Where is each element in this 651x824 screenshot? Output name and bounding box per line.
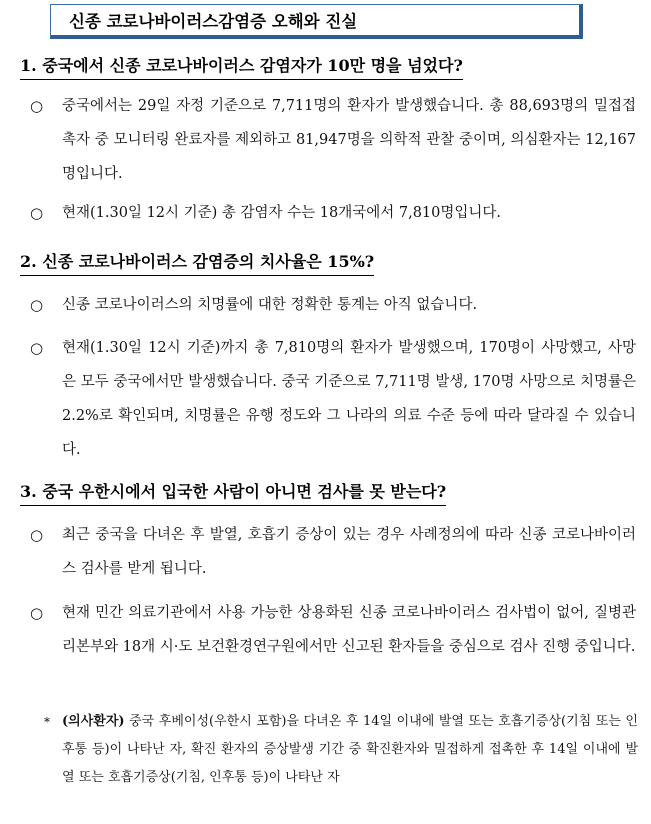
footnote-body: 중국 후베이성(우한시 포함)을 다녀온 후 14일 이내에 발열 또는 호흡기증상(기침 또는 인후통 등)이 나타난 자, 확진 환자의 증상발생 기간 중 확진환자와 밀접하게 접촉한 후 14일 이내에 발열 또는 호흡기증상(기침, 인후통 등)이 나타난 자 xyxy=(62,714,638,785)
section-3-item-1 xyxy=(30,518,636,586)
bullet-icon: ○ xyxy=(30,604,44,622)
item-text: 현재(1.30일 12시 기준)까지 총 7,810명의 환자가 발생했으며, 170명이 사망했고, 사망은 모두 중국에서만 발생했습니다. 중국 기준으로 7,711명 발생, 170명 사망으로 치명률은 2.2%로 확인되며, 치명률은 유행 정도와 그 나라의 의료 수준 등에 따라 달라질 수 있습니다. xyxy=(62,340,636,458)
bullet-icon: ○ xyxy=(30,296,44,314)
section-3-item-2 xyxy=(30,596,636,664)
page-title: 신종 코로나바이러스감염증 오해와 진실 xyxy=(69,12,358,31)
item-text: 신종 코로나이러스의 치명률에 대한 정확한 통계는 아직 없습니다. xyxy=(62,297,478,313)
bullet-icon: ○ xyxy=(30,526,44,544)
footnote-label: (의사환자) xyxy=(62,714,125,729)
footnote-text xyxy=(62,708,638,792)
section-1-item-1 xyxy=(30,89,636,191)
asterisk: * xyxy=(44,715,50,729)
bullet-icon: ○ xyxy=(30,204,44,222)
section-3-heading: 3. 중국 우한시에서 입국한 사람이 아니면 검사를 못 받는다? xyxy=(20,481,446,506)
section-2-item-1 xyxy=(30,288,636,322)
title-banner xyxy=(50,4,583,39)
bullet-icon: ○ xyxy=(30,97,44,115)
section-2-item-2 xyxy=(30,331,636,467)
item-text: 현재(1.30일 12시 기준) 총 감염자 수는 18개국에서 7,810명입니다. xyxy=(62,205,502,221)
section-2-heading: 2. 신종 코로나바이러스 감염증의 치사율은 15%? xyxy=(20,251,374,276)
section-1-item-2 xyxy=(30,196,636,230)
item-text: 현재 민간 의료기관에서 사용 가능한 상용화된 신종 코로나바이러스 검사법이 없어, 질병관리본부와 18개 시·도 보건환경연구원에서만 신고된 환자들을 중심으로 검사 진행 중입니다. xyxy=(62,605,636,655)
bullet-icon: ○ xyxy=(30,339,44,357)
footnote xyxy=(44,708,638,792)
item-text: 중국에서는 29일 자정 기준으로 7,711명의 환자가 발생했습니다. 총 88,693명의 밀접접촉자 중 모니터링 완료자를 제외하고 81,947명을 의학적 관찰 중이며, 의심환자는 12,167명입니다. xyxy=(62,98,636,182)
section-1-heading: 1. 중국에서 신종 코로나바이러스 감염자가 10만 명을 넘었다? xyxy=(20,55,463,80)
item-text: 최근 중국을 다녀온 후 발열, 호흡기 증상이 있는 경우 사례정의에 따라 신종 코로나바이러스 검사를 받게 됩니다. xyxy=(62,527,636,577)
